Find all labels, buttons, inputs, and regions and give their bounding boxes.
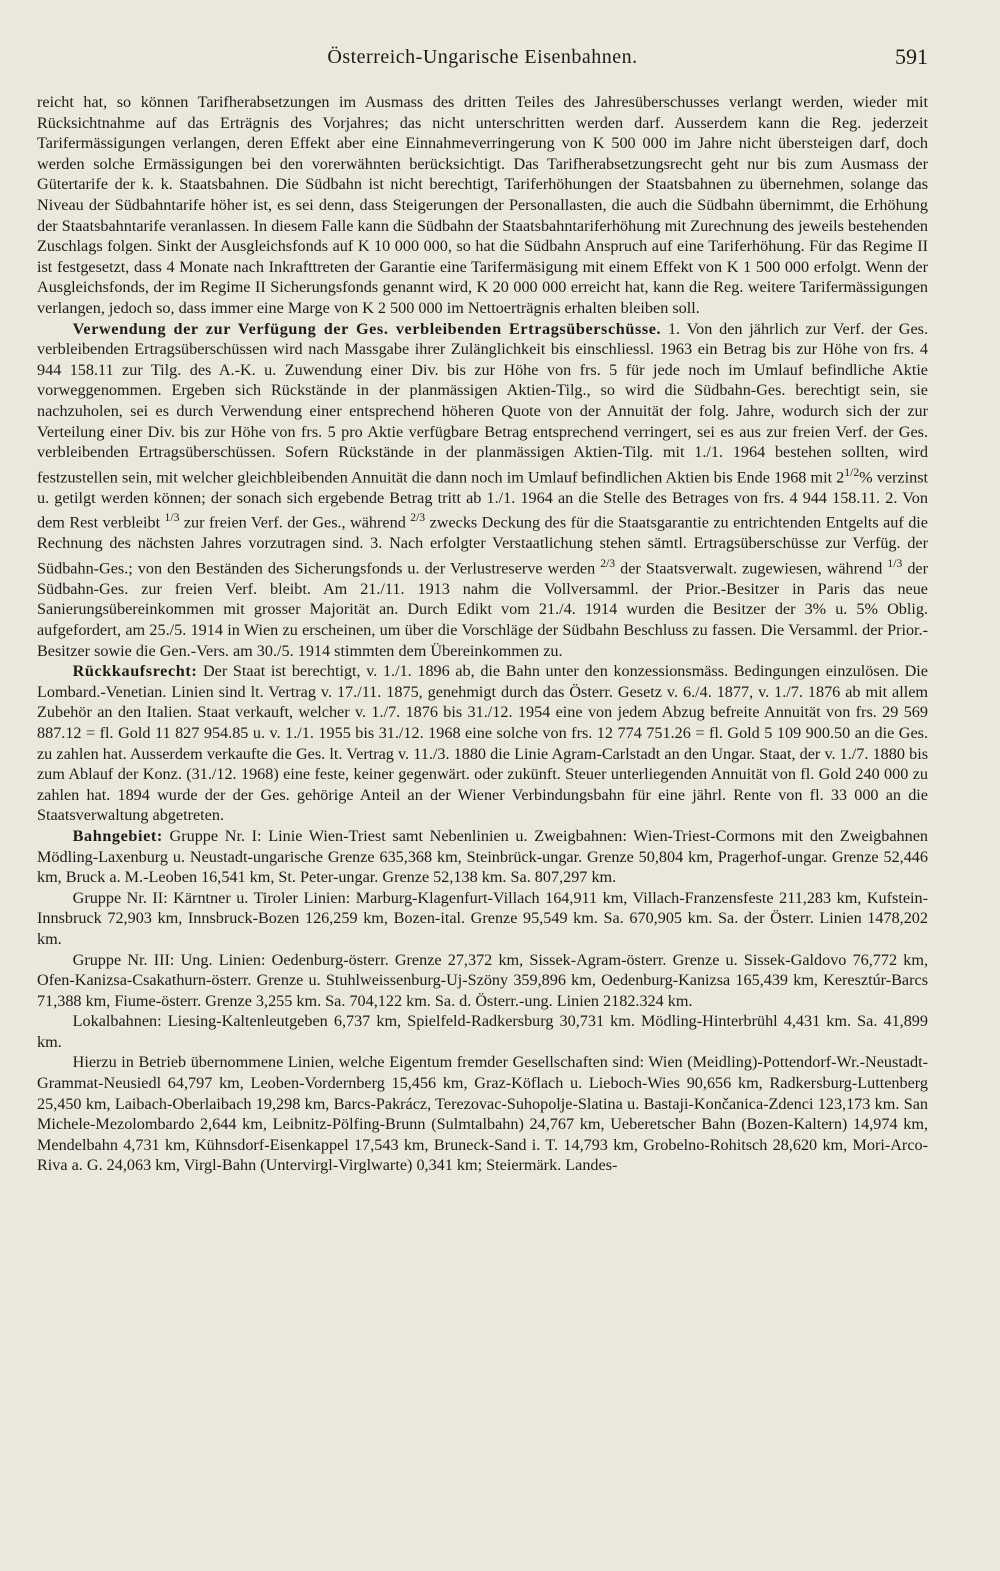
paragraph-operated-lines (37, 1052, 928, 1176)
paragraph-text: Gruppe Nr. II: Kärntner u. Tiroler Linien: Marburg-Klagenfurt-Villach 164,911 km, Villach-Franzensfeste 211,283 km, Kufstein-Innsbruck 72,903 km, Innsbruck-Bozen 126,259 km, Bozen-ital. Grenze 95,549 km. Sa. 670,905 km. Sa. der Österr. Linien 1478,202 km. (37, 888, 928, 948)
paragraph-text: % verzinst u. getilgt werden können; der sonach sich ergebende Betrag tritt ab 1./1. 1964 an die Stelle des Betrages von frs. 4 944 158.11. 2. Von dem Rest verbleibt (37, 468, 928, 532)
paragraph-text: zwecks Deckung des für die Staatsgarantie zu entrichtenden Entgelts auf die Rechnung des nächsten Jahres vorzutragen sind. 3. Nach erfolgter Verstaatlichung stehen sämtl. Ertragsüberschüsse zur Verfüg. der Südbahn-Ges.; von den Beständen des Sicherungsfonds u. der Verlustreserve werden (37, 513, 928, 578)
document-body (37, 92, 928, 1176)
paragraph-text: Hierzu in Betrieb übernommene Linien, welche Eigentum fremder Gesellschaften sind: Wien (Meidling)-Pottendorf-Wr.-Neustadt-Grammat-Neusiedl 64,797 km, Leoben-Vordernberg 15,456 km, Graz-Köflach u. Lieboch-Wies 90,656 km, Radkersburg-Luttenberg 25,450 km, Laibach-Oberlaibach 19,298 km, Barcs-Pakrácz, Terezovac-Suhopolje-Slatina u. Bastaji-Končanica-Zdenci 123,173 km. San Michele-Mezolombardo 2,644 km, Leibnitz-Pölfing-Brunn (Sulmtalbahn) 24,767 km, Ueberetscher Bahn (Bozen-Kaltern) 14,974 km, Mendelbahn 4,731 km, Kühnsdorf-Eisenkappel 17,543 km, Bruneck-Sand i. T. 14,793 km, Grobelno-Rohitsch 28,620 km, Mori-Arco-Riva a. G. 24,063 km, Virgl-Bahn (Untervirgl-Virglwarte) 0,341 km; Steiermärk. Landes- (37, 1053, 928, 1175)
section-heading: Verwendung der zur Verfügung der Ges. verbleibenden Ertragsüberschüsse. (72, 319, 662, 338)
paragraph-text: reicht hat, so können Tarifherabsetzungen im Ausmass des dritten Teiles des Jahresüberschusses verlangt werden, wieder mit Rücksichtnahme auf das Erträgnis des Vorjahres; das nicht unterschritten werden darf. Ausserdem kann die Reg. jederzeit Tarifermässigungen verlangen, deren Effekt aber eine Einnahmeverringerung von K 500 000 im Jahre nicht übersteigen darf, doch werden solche Ermässigungen bei den vorerwähnten berücksichtigt. Das Tarifherabsetzungsrecht geht nur bis zum Ausmass der Gütertarife der k. k. Staatsbahnen. Die Südbahn ist nicht berechtigt, Tariferhöhungen der Staatsbahnen zu übernehmen, solange das Niveau der Südbahntarife höher ist, es sei denn, dass Steigerungen der Personallasten, die auch die Südbahn übernimmt, die Erhöhung der Staatsbahntarife veranlassen. In diesem Falle kann die Südbahn der Staatsbahntariferhöhung mit Zurechnung des jeweils bestehenden Zuschlags folgen. Sinkt der Ausgleichsfonds auf K 10 000 000, so hat die Südbahn Anspruch auf eine Tariferhöhung. Für das Regime II ist festgesetzt, dass 4 Monate nach Inkrafttreten der Garantie eine Tarifermäsigung mit einem Effekt von K 1 500 000 erfolgt. Wenn der Ausgleichsfonds, der im Regime II Sicherungsfonds genannt wird, K 20 000 000 erreicht hat, kann die Reg. weitere Tarifermässigungen verlangen, jedoch so, dass immer eine Marge von K 2 500 000 im Nettoerträgnis erhalten bleiben soll. (37, 93, 928, 317)
paragraph-profit-use (37, 319, 928, 662)
page-header (37, 34, 928, 70)
paragraph-text: 1. Von den jährlich zur Verf. der Ges. verbleibenden Ertragsüberschüssen wird nach Massgabe ihrer Zulänglichkeit bis einschliessl. 1963 ein Betrag bis zur Höhe von frs. 4 944 158.11 zur Tilg. des A.-K. u. Zuwendung einer Div. bis zur Höhe von frs. 5 für jede noch im Umlauf befindliche Aktie vorweggenommen. Ergeben sich Rückstände in der planmässigen Aktien-Tilg., so wird die Südbahn-Ges. berechtigt sein, sie nachzuholen, sei es durch Verwendung einer entsprechend höheren Quote von der Annuität der folg. Jahre, wodurch sich der zur Verteilung einer Div. bis zur Höhe von frs. 5 pro Aktie verfügbare Betrag entsprechend verringert, sei es aus zur freien Verf. der Ges. verbleibenden Ertragsüberschüssen. Sofern Rückstände in der planmässigen Aktien-Tilg. mit 1./1. 1964 bestehen sollten, wird festzustellen sein, mit welcher gleichbleibenden Annuität die dann noch im Umlauf befindlichen Aktien bis Ende 1968 mit 2 (37, 319, 928, 487)
paragraph-text: Gruppe Nr. III: Ung. Linien: Oedenburg-österr. Grenze 27,372 km, Sissek-Agram-österr. Grenze u. Sissek-Galdovo 76,772 km, Ofen-Kanizsa-Csakathurn-österr. Grenze u. Stuhlweissenburg-Uj-Szöny 359,896 km, Oedenburg-Kanizsa 165,439 km, Keresztúr-Barcs 71,388 km, Fiume-österr. Grenze 3,255 km. Sa. 704,122 km. Sa. d. Österr.-ung. Linien 2182.324 km. (37, 950, 928, 1010)
section-heading: Bahngebiet: (72, 826, 163, 845)
paragraph-local-railways (37, 1011, 928, 1052)
paragraph-tariff-rules (37, 92, 928, 319)
fraction: 2/3 (600, 556, 616, 570)
fraction: 1/3 (887, 556, 903, 570)
fraction: 1/2 (844, 465, 860, 479)
paragraph-text: Der Staat ist berechtigt, v. 1./1. 1896 ab, die Bahn unter den konzessionsmäss. Bedingungen einzulösen. Die Lombard.-Venetian. Linien sind lt. Vertrag v. 17./11. 1875, genehmigt durch das Österr. Gesetz v. 6./4. 1877, v. 1./7. 1876 ab mit allem Zubehör an den Italien. Staat verkauft, welcher v. 1./7. 1876 bis 31./12. 1954 eine von jedem Abzug befreite Annuität von frs. 29 569 887.12 = fl. Gold 11 827 954.85 u. v. 1./1. 1955 bis 31./12. 1968 eine solche von frs. 12 774 751.26 = fl. Gold 5 109 900.50 an die Ges. zu zahlen hat. Ausserdem verkaufte die Ges. lt. Vertrag v. 11./3. 1880 die Linie Agram-Carlstadt an den Ungar. Staat, der v. 1./7. 1880 bis zum Ablauf der Konz. (31./12. 1968) eine feste, keiner gegenwärt. oder zukünft. Steuer unterliegenden Annuität von fl. Gold 240 000 zu zahlen hat. 1894 wurde der der Ges. gehörige Anteil an der Wiener Verbindungsbahn für eine jährl. Rente von fl. 33 000 an die Staatsverwaltung abgetreten. (37, 662, 928, 825)
fraction: 2/3 (410, 511, 426, 525)
paragraph-text: der Südbahn-Ges. zur freien Verf. bleibt. Am 21./11. 1913 nahm die Vollversamml. der Prior.-Besitzer in Paris das neue Sanierungsübereinkommen mit grosser Majorität an. Durch Edikt vom 21./4. 1914 wurden die Besitzer der 3% u. 5% Oblig. aufgefordert, am 25./5. 1914 in Wien zu erscheinen, um über die Vorschläge der Südbahn Beschluss zu fassen. Die Versamml. der Prior.-Besitzer sowie die Gen.-Vers. am 30./5. 1914 stimmten dem Übereinkommen zu. (37, 559, 928, 660)
section-heading: Rückkaufsrecht: (72, 662, 198, 681)
paragraph-text: Lokalbahnen: Liesing-Kaltenleutgeben 6,737 km, Spielfeld-Radkersburg 30,731 km. Mödling-Hinterbrühl 4,431 km. Sa. 41,899 km. (37, 1012, 928, 1051)
paragraph-group-3 (37, 950, 928, 1012)
page-number: 591 (895, 44, 928, 69)
paragraph-text: Gruppe Nr. I: Linie Wien-Triest samt Nebenlinien u. Zweigbahnen: Wien-Triest-Cormons mit den Zweigbahnen Mödling-Laxenburg u. Neustadt-ungarische Grenze 635,368 km, Steinbrück-ungar. Grenze 50,804 km, Pragerhof-ungar. Grenze 52,446 km, Bruck a. M.-Leoben 16,541 km, St. Peter-ungar. Grenze 52,138 km. Sa. 807,297 km. (37, 826, 928, 887)
paragraph-text: zur freien Verf. der Ges., während (179, 513, 411, 532)
paragraph-buyback (37, 661, 928, 826)
fraction: 1/3 (164, 511, 180, 525)
paragraph-network (37, 826, 928, 888)
paragraph-group-2 (37, 888, 928, 950)
running-title: Österreich-Ungarische Eisenbahnen. (327, 46, 638, 68)
paragraph-text: der Staatsverwalt. zugewiesen, während (615, 559, 888, 578)
